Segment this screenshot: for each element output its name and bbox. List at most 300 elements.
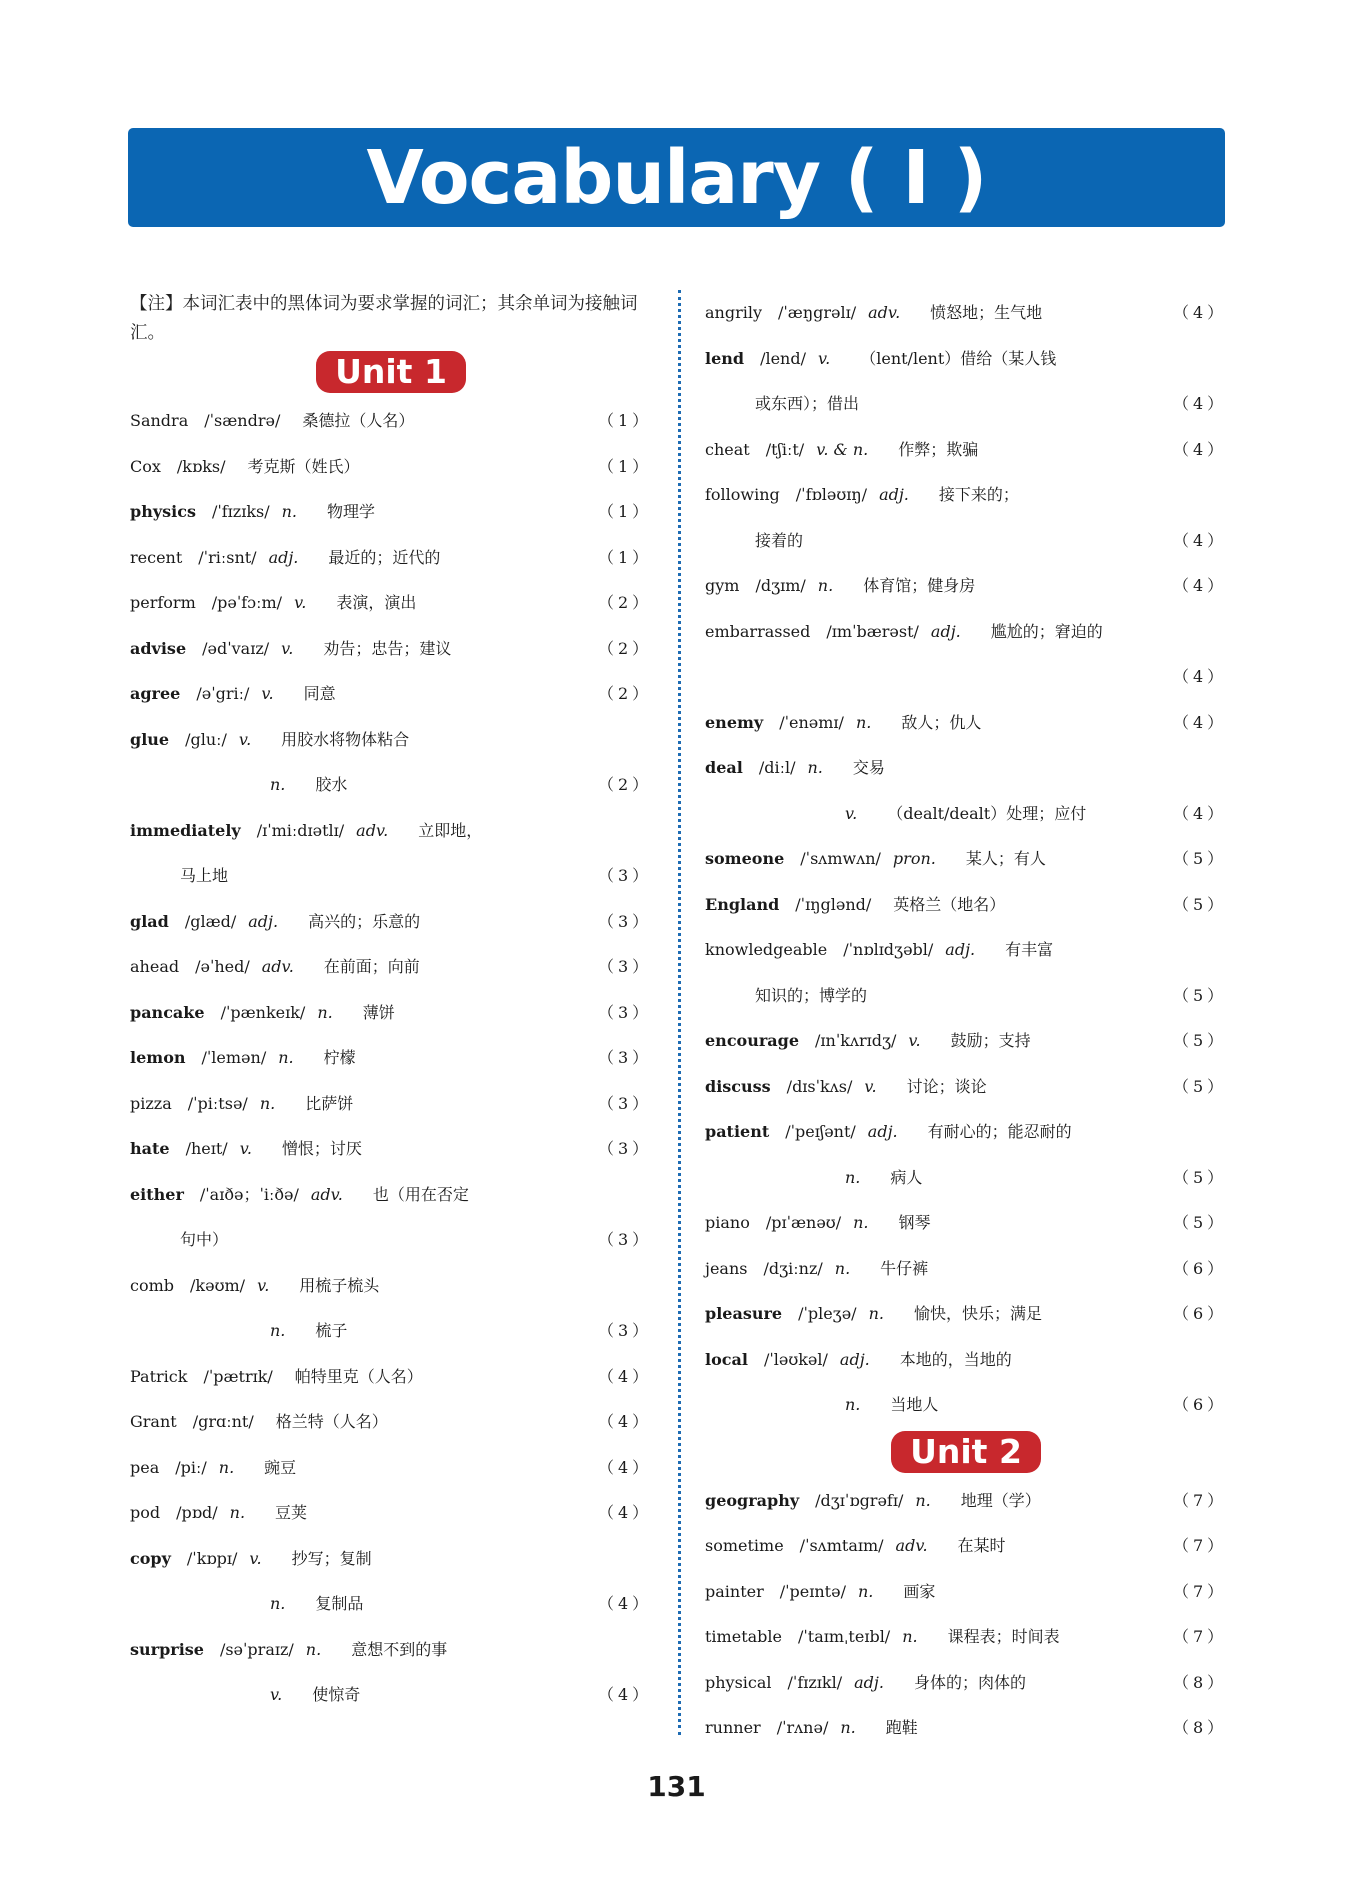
vocab-phonetic: /ˈpeɪʃənt/ xyxy=(785,1122,856,1141)
vocab-entry xyxy=(130,990,652,1036)
vocab-word: Sandra xyxy=(130,411,189,430)
vocab-meaning: 愉快，快乐；满足 xyxy=(913,1304,1042,1323)
vocab-unit-number: （8） xyxy=(1173,1718,1228,1737)
vocab-unit-number: （2） xyxy=(598,775,653,794)
vocab-part-of-speech: n. xyxy=(807,758,823,777)
vocab-word: following xyxy=(705,485,780,504)
vocab-meaning: 在前面；向前 xyxy=(323,957,420,976)
vocab-part-of-speech: adj. xyxy=(945,940,976,959)
vocab-entry xyxy=(130,1035,652,1081)
vocab-entry-continuation xyxy=(130,853,652,899)
vocab-entry xyxy=(705,336,1227,382)
vocab-entry-continuation xyxy=(705,1382,1227,1428)
vocab-meaning: 胶水 xyxy=(315,775,348,794)
vocab-word: surprise xyxy=(130,1639,204,1659)
unit-heading: Unit 1 xyxy=(316,351,466,393)
vocab-meaning: 画家 xyxy=(903,1581,936,1601)
vocab-entry xyxy=(705,1200,1227,1246)
vocab-part-of-speech: v. xyxy=(818,348,831,368)
vocab-word: someone xyxy=(705,849,785,868)
vocab-unit-number: （4） xyxy=(598,1503,653,1522)
vocab-unit-number: （3） xyxy=(598,957,653,976)
vocab-word: lend xyxy=(705,348,745,368)
vocab-word: hate xyxy=(130,1139,170,1158)
vocab-meaning: 知识的；博学的 xyxy=(755,985,868,1005)
vocab-part-of-speech: n. xyxy=(845,1395,861,1414)
vocab-meaning: 体育馆；健身房 xyxy=(863,576,976,595)
vocab-unit-number: （4） xyxy=(1173,576,1228,595)
vocab-meaning: 地理（学） xyxy=(960,1490,1041,1510)
vocab-unit-number: （1） xyxy=(598,456,653,476)
vocab-word: glue xyxy=(130,729,170,749)
vocab-word: knowledgeable xyxy=(705,940,828,959)
vocab-unit-number: （4） xyxy=(598,1366,653,1386)
vocab-meaning: 劝告；忠告；建议 xyxy=(323,638,452,658)
vocab-part-of-speech: adj. xyxy=(248,911,279,931)
vocab-phonetic: /piː/ xyxy=(175,1457,207,1477)
vocab-unit-number: （4） xyxy=(1173,394,1228,413)
vocab-part-of-speech: n. xyxy=(270,1594,286,1613)
vocab-phonetic: /grɑːnt/ xyxy=(192,1412,254,1431)
vocab-phonetic: /dʒɪˈɒgrəfɪ/ xyxy=(815,1490,904,1510)
vocab-meaning: 鼓励；支持 xyxy=(950,1031,1031,1050)
vocab-part-of-speech: n. xyxy=(218,1457,235,1477)
vocab-entry-continuation xyxy=(130,1308,652,1354)
vocab-unit-number: （4） xyxy=(598,1412,653,1431)
vocab-unit-number: （2） xyxy=(598,684,653,703)
vocab-part-of-speech: adv. xyxy=(310,1184,343,1204)
vocab-meaning: 物理学 xyxy=(327,502,376,521)
vocab-entry xyxy=(130,489,652,535)
vocab-phonetic: /diːl/ xyxy=(758,758,796,777)
vocab-part-of-speech: n. xyxy=(229,1503,246,1522)
vocab-unit-number: （4） xyxy=(598,1685,653,1704)
vocab-meaning: 敌人；仇人 xyxy=(901,712,982,732)
vocab-entry xyxy=(705,700,1227,746)
vocab-meaning: 跑鞋 xyxy=(885,1718,918,1737)
vocab-meaning: 柠檬 xyxy=(323,1048,356,1067)
note xyxy=(130,290,652,348)
vocab-phonetic: /dʒiːnz/ xyxy=(763,1258,823,1278)
vocab-meaning: 病人 xyxy=(890,1167,923,1187)
vocab-unit-number: （4） xyxy=(1173,439,1228,459)
vocab-word: cheat xyxy=(705,439,750,459)
vocab-word: jeans xyxy=(705,1258,748,1278)
vocab-part-of-speech: v. xyxy=(281,638,294,658)
vocab-word: advise xyxy=(130,638,187,658)
vocab-meaning: 梳子 xyxy=(315,1321,348,1340)
vocab-part-of-speech: n. xyxy=(270,775,286,794)
vocab-entry-continuation xyxy=(130,1672,652,1718)
note-text: 【注】本词汇表中的黑体词为要求掌握的词汇；其余单词为接触词汇。 xyxy=(130,294,638,343)
vocab-unit-number: （5） xyxy=(1173,1167,1228,1187)
vocab-unit-number: （1） xyxy=(598,411,653,430)
vocab-phonetic: /səˈpraɪz/ xyxy=(219,1639,294,1659)
vocab-word: Patrick xyxy=(130,1366,188,1386)
vocab-meaning: 作弊；欺骗 xyxy=(898,439,979,459)
vocab-meaning: 复制品 xyxy=(315,1594,364,1613)
vocab-entry xyxy=(130,1081,652,1127)
vocab-meaning: 交易 xyxy=(852,758,885,777)
vocab-entry xyxy=(705,1018,1227,1064)
vocab-phonetic: /ˈpiːtsə/ xyxy=(187,1093,248,1113)
vocab-meaning: 某人；有人 xyxy=(965,849,1046,868)
column-divider xyxy=(678,290,681,1735)
page-title: Vocabulary ( I ) xyxy=(366,134,987,221)
vocab-entry xyxy=(705,927,1227,973)
vocab-word: encourage xyxy=(705,1031,800,1050)
vocab-part-of-speech: n. xyxy=(317,1002,333,1022)
vocab-part-of-speech: n. xyxy=(840,1718,856,1737)
vocab-phonetic: /ɪˈmiːdɪətlɪ/ xyxy=(256,820,345,840)
unit-heading: Unit 2 xyxy=(891,1431,1041,1473)
vocab-meaning: 意想不到的事 xyxy=(351,1639,448,1659)
vocab-phonetic: /ɪnˈkʌrɪdʒ/ xyxy=(815,1031,897,1050)
vocab-word: deal xyxy=(705,758,743,777)
vocab-part-of-speech: n. xyxy=(902,1627,918,1646)
vocab-phonetic: /ˈkɒpɪ/ xyxy=(186,1548,238,1568)
vocab-unit-number: （6） xyxy=(1173,1395,1228,1414)
vocab-phonetic: /ˈsændrə/ xyxy=(204,411,281,430)
vocab-unit-number: （3） xyxy=(598,1093,653,1113)
vocab-phonetic: /kəʊm/ xyxy=(190,1275,246,1295)
vocab-meaning: 豌豆 xyxy=(264,1457,297,1477)
vocab-word: glad xyxy=(130,911,169,931)
vocab-part-of-speech: n. xyxy=(305,1639,322,1659)
vocab-meaning: 比萨饼 xyxy=(305,1093,354,1113)
vocab-meaning: 句中） xyxy=(180,1230,229,1249)
vocab-meaning: 课程表；时间表 xyxy=(947,1627,1060,1646)
vocab-entry xyxy=(130,1536,652,1582)
vocab-phonetic: /ˈenəmɪ/ xyxy=(779,712,844,732)
vocab-entry xyxy=(130,1172,652,1218)
vocab-word: Cox xyxy=(130,456,161,476)
vocab-phonetic: /ɪmˈbærəst/ xyxy=(826,621,919,641)
vocab-entry xyxy=(130,1126,652,1172)
vocab-unit-number: （3） xyxy=(598,911,653,931)
vocab-word: local xyxy=(705,1349,748,1369)
vocab-phonetic: /ˈæŋgrəlɪ/ xyxy=(778,303,857,322)
vocab-phonetic: /ˈsʌmtaɪm/ xyxy=(799,1536,884,1555)
vocab-phonetic: /pəˈfɔːm/ xyxy=(211,593,283,612)
vocab-word: piano xyxy=(705,1213,750,1232)
vocab-entry xyxy=(130,444,652,490)
vocab-unit-number: （5） xyxy=(1173,1213,1228,1232)
vocab-meaning: 接着的 xyxy=(755,530,804,550)
vocab-phonetic: /ˈləʊkəl/ xyxy=(763,1349,828,1369)
vocab-entry-continuation xyxy=(705,381,1227,427)
vocab-unit-number: （5） xyxy=(1173,894,1228,914)
vocab-word: enemy xyxy=(705,712,764,732)
vocab-unit-number: （7） xyxy=(1173,1581,1228,1601)
vocab-word: immediately xyxy=(130,820,241,840)
vocab-entry xyxy=(130,1627,652,1673)
vocab-meaning: 用梳子梳头 xyxy=(299,1275,380,1295)
vocab-meaning: 用胶水将物体粘合 xyxy=(281,729,410,749)
vocab-entry xyxy=(705,427,1227,473)
vocab-meaning: 接下来的； xyxy=(938,485,1019,504)
vocab-unit-number: （3） xyxy=(598,866,653,885)
vocab-word: pleasure xyxy=(705,1304,783,1323)
vocab-word: pancake xyxy=(130,1002,205,1022)
vocab-entry xyxy=(705,290,1227,336)
vocab-unit-number: （6） xyxy=(1173,1304,1228,1323)
vocab-unit-number: （4） xyxy=(1173,803,1228,823)
vocab-phonetic: /ˈaɪðə；ˈiːðə/ xyxy=(199,1184,299,1204)
vocab-meaning: 或东西）；借出 xyxy=(755,394,860,413)
vocab-part-of-speech: adv. xyxy=(261,957,294,976)
vocab-part-of-speech: n. xyxy=(855,712,872,732)
vocab-phonetic: /ˈsʌmwʌn/ xyxy=(800,849,881,868)
vocab-phonetic: /ˈfɪzɪkl/ xyxy=(787,1672,843,1692)
vocab-phonetic: /ˈtaɪmˌteɪbl/ xyxy=(797,1627,891,1646)
vocab-word: agree xyxy=(130,684,181,703)
vocab-entry xyxy=(130,1490,652,1536)
vocab-meaning: 薄饼 xyxy=(362,1002,395,1022)
vocab-entry xyxy=(130,944,652,990)
vocab-unit-number: （5） xyxy=(1173,849,1228,868)
vocab-part-of-speech: n. xyxy=(259,1093,276,1113)
vocab-entry xyxy=(705,1337,1227,1383)
vocab-word: gym xyxy=(705,576,740,595)
vocab-entry xyxy=(130,671,652,717)
vocab-word: physics xyxy=(130,502,196,521)
vocab-phonetic: /dʒɪm/ xyxy=(755,576,806,595)
vocab-unit-number: （4） xyxy=(598,1457,653,1477)
vocab-part-of-speech: adj. xyxy=(867,1122,898,1141)
vocab-word: comb xyxy=(130,1275,175,1295)
vocab-part-of-speech: v. xyxy=(249,1548,262,1568)
vocab-meaning: 在某时 xyxy=(957,1536,1006,1555)
vocab-part-of-speech: n. xyxy=(853,1213,869,1232)
vocab-entry xyxy=(705,1246,1227,1292)
vocab-part-of-speech: v. xyxy=(845,803,858,823)
vocab-unit-number: （5） xyxy=(1173,1031,1228,1050)
vocab-word: discuss xyxy=(705,1076,771,1096)
vocab-entry-continuation xyxy=(705,1155,1227,1201)
vocab-part-of-speech: n. xyxy=(868,1304,884,1323)
vocab-entry xyxy=(130,626,652,672)
vocab-phonetic: /kɒks/ xyxy=(176,456,226,476)
vocab-part-of-speech: n. xyxy=(817,576,834,595)
vocab-part-of-speech: adj. xyxy=(930,621,961,641)
vocab-unit-number: （3） xyxy=(598,1230,653,1249)
vocab-entry xyxy=(705,1064,1227,1110)
vocab-phonetic: /ˈrʌnə/ xyxy=(776,1718,829,1737)
vocab-meaning: 表演，演出 xyxy=(336,593,417,612)
vocab-entry xyxy=(705,1614,1227,1660)
vocab-phonetic: /əˈhed/ xyxy=(195,957,250,976)
vocab-word: lemon xyxy=(130,1048,186,1067)
vocab-unit-number: （4） xyxy=(1173,530,1228,550)
vocab-unit-number: （3） xyxy=(598,1048,653,1067)
vocab-phonetic: /pɪˈænəʊ/ xyxy=(765,1213,842,1232)
vocab-meaning: 愤怒地；生气地 xyxy=(930,303,1043,322)
vocab-word: recent xyxy=(130,547,183,567)
vocab-phonetic: /ˈnɒlɪdʒəbl/ xyxy=(843,940,934,959)
vocab-unit-number: （8） xyxy=(1173,1672,1228,1692)
vocab-meaning: 本地的，当地的 xyxy=(899,1349,1012,1369)
vocab-part-of-speech: adv. xyxy=(868,303,901,322)
vocab-entry xyxy=(130,1445,652,1491)
vocab-part-of-speech: n. xyxy=(278,1048,294,1067)
vocab-word: copy xyxy=(130,1548,171,1568)
vocabulary-column-right xyxy=(705,290,1227,1751)
vocab-entry xyxy=(705,882,1227,928)
vocab-part-of-speech: adv. xyxy=(356,820,389,840)
vocab-unit-number: （2） xyxy=(598,638,653,658)
vocab-unit-number: （1） xyxy=(598,547,653,567)
vocab-entry-continuation xyxy=(705,518,1227,564)
vocab-word: pizza xyxy=(130,1093,172,1113)
vocab-unit-number: （2） xyxy=(598,593,653,612)
vocab-entry xyxy=(130,580,652,626)
vocab-word: England xyxy=(705,894,780,914)
vocab-meaning: 有耐心的；能忍耐的 xyxy=(927,1122,1072,1141)
vocab-entry-continuation xyxy=(130,1217,652,1263)
vocab-word: physical xyxy=(705,1672,772,1692)
vocab-entry xyxy=(705,563,1227,609)
vocab-entry-continuation xyxy=(705,654,1227,700)
vocab-meaning: 帕特里克（人名） xyxy=(294,1366,423,1386)
vocab-word: patient xyxy=(705,1122,770,1141)
vocab-meaning: 身体的；肉体的 xyxy=(913,1672,1026,1692)
vocab-word: ahead xyxy=(130,957,180,976)
vocab-meaning: 同意 xyxy=(303,684,336,703)
vocab-meaning: 也（用在否定 xyxy=(372,1184,469,1204)
vocab-unit-number: （3） xyxy=(598,1139,653,1158)
vocab-phonetic: /glæd/ xyxy=(184,911,237,931)
vocab-part-of-speech: pron. xyxy=(892,849,936,868)
vocab-word: geography xyxy=(705,1490,800,1510)
vocab-unit-number: （4） xyxy=(1173,712,1228,732)
vocab-meaning: 憎恨；讨厌 xyxy=(281,1139,362,1158)
vocab-phonetic: /ˈpætrɪk/ xyxy=(203,1366,273,1386)
vocab-unit-number: （4） xyxy=(598,1594,653,1613)
vocab-unit-number: （4） xyxy=(1173,303,1228,322)
title-banner xyxy=(128,128,1225,227)
vocab-unit-number: （3） xyxy=(598,1321,653,1340)
vocab-phonetic: /ˈpleʒə/ xyxy=(798,1304,857,1323)
vocab-meaning: 格兰特（人名） xyxy=(275,1412,388,1431)
vocab-part-of-speech: adj. xyxy=(839,1349,870,1369)
vocab-entry xyxy=(705,1523,1227,1569)
vocab-part-of-speech: adj. xyxy=(854,1672,884,1692)
vocab-phonetic: /lend/ xyxy=(760,348,806,368)
page-number: 131 xyxy=(647,1770,706,1803)
vocab-entry xyxy=(130,398,652,444)
vocab-part-of-speech: v. & n. xyxy=(816,439,869,459)
vocab-entry-continuation xyxy=(705,973,1227,1019)
vocab-word: pod xyxy=(130,1503,161,1522)
vocab-part-of-speech: n. xyxy=(845,1167,861,1187)
vocab-part-of-speech: v. xyxy=(864,1076,877,1096)
vocab-word: painter xyxy=(705,1581,764,1601)
vocab-word: timetable xyxy=(705,1627,782,1646)
vocab-phonetic: /dɪsˈkʌs/ xyxy=(786,1076,853,1096)
vocab-meaning: 豆荚 xyxy=(275,1503,308,1522)
vocab-unit-number: （6） xyxy=(1173,1258,1228,1278)
vocab-word: angrily xyxy=(705,303,763,322)
vocab-unit-number: （4） xyxy=(1173,667,1228,686)
vocab-entry xyxy=(130,1263,652,1309)
vocab-meaning: 使惊奇 xyxy=(312,1685,361,1704)
vocab-meaning: 马上地 xyxy=(180,866,229,885)
vocab-word: runner xyxy=(705,1718,761,1737)
vocab-meaning: 桑德拉（人名） xyxy=(302,411,415,430)
vocab-entry xyxy=(705,472,1227,518)
vocab-meaning: 当地人 xyxy=(890,1395,939,1414)
vocab-phonetic: /ˈfɒləʊɪŋ/ xyxy=(795,485,868,504)
vocab-unit-number: （1） xyxy=(598,502,653,521)
vocab-unit-number: （5） xyxy=(1173,985,1228,1005)
vocab-entry-continuation xyxy=(130,762,652,808)
vocab-entry xyxy=(705,1660,1227,1706)
vocab-word: perform xyxy=(130,593,196,612)
vocab-meaning: 牛仔裤 xyxy=(880,1258,929,1278)
vocab-word: pea xyxy=(130,1457,160,1477)
vocab-part-of-speech: v. xyxy=(294,593,307,612)
vocab-entry xyxy=(705,1109,1227,1155)
vocab-word: Grant xyxy=(130,1412,177,1431)
vocab-meaning: 立即地， xyxy=(418,820,483,840)
vocab-part-of-speech: v. xyxy=(238,729,252,749)
vocab-entry xyxy=(705,745,1227,791)
vocab-part-of-speech: adj. xyxy=(879,485,909,504)
vocab-entry-continuation xyxy=(130,1581,652,1627)
vocab-entry xyxy=(705,1478,1227,1524)
vocab-entry xyxy=(130,808,652,854)
vocab-phonetic: /ˈpeɪntə/ xyxy=(779,1581,846,1601)
vocab-meaning: 英格兰（地名） xyxy=(893,894,1006,914)
vocab-phonetic: /tʃiːt/ xyxy=(765,439,805,459)
vocab-phonetic: /ədˈvaɪz/ xyxy=(202,638,270,658)
vocab-part-of-speech: n. xyxy=(857,1581,874,1601)
vocabulary-column-left xyxy=(130,290,652,1718)
vocab-entry xyxy=(130,899,652,945)
vocab-word: sometime xyxy=(705,1536,784,1555)
vocab-part-of-speech: n. xyxy=(915,1490,931,1510)
vocab-meaning: （dealt/dealt）处理；应付 xyxy=(887,803,1087,823)
vocab-part-of-speech: n. xyxy=(281,502,298,521)
vocab-phonetic: /ˈriːsnt/ xyxy=(198,547,257,567)
vocab-part-of-speech: v. xyxy=(270,1685,283,1704)
vocab-unit-number: （3） xyxy=(598,1002,653,1022)
vocab-unit-number: （7） xyxy=(1173,1536,1228,1555)
vocab-entry xyxy=(130,1354,652,1400)
vocab-unit-number: （5） xyxy=(1173,1076,1228,1096)
vocab-word: embarrassed xyxy=(705,621,811,641)
vocab-meaning: 高兴的；乐意的 xyxy=(308,911,421,931)
vocab-part-of-speech: v. xyxy=(261,684,274,703)
vocab-phonetic: /əˈgriː/ xyxy=(196,684,250,703)
vocab-meaning: 尴尬的；窘迫的 xyxy=(990,621,1103,641)
vocab-meaning: 有丰富 xyxy=(1005,940,1054,959)
vocab-part-of-speech: v. xyxy=(908,1031,921,1050)
vocab-phonetic: /heɪt/ xyxy=(185,1139,228,1158)
vocab-phonetic: /gluː/ xyxy=(185,729,227,749)
vocab-word: either xyxy=(130,1184,184,1204)
vocabulary-list-right xyxy=(705,290,1227,1751)
vocab-entry xyxy=(705,1291,1227,1337)
vocab-entry-continuation xyxy=(705,791,1227,837)
vocabulary-list-left xyxy=(130,351,652,1718)
vocab-part-of-speech: adj. xyxy=(268,547,299,567)
vocab-phonetic: /ˈpænkeɪk/ xyxy=(220,1002,306,1022)
vocab-meaning: 最近的；近代的 xyxy=(328,547,441,567)
vocab-part-of-speech: adv. xyxy=(895,1536,928,1555)
vocab-part-of-speech: n. xyxy=(834,1258,851,1278)
